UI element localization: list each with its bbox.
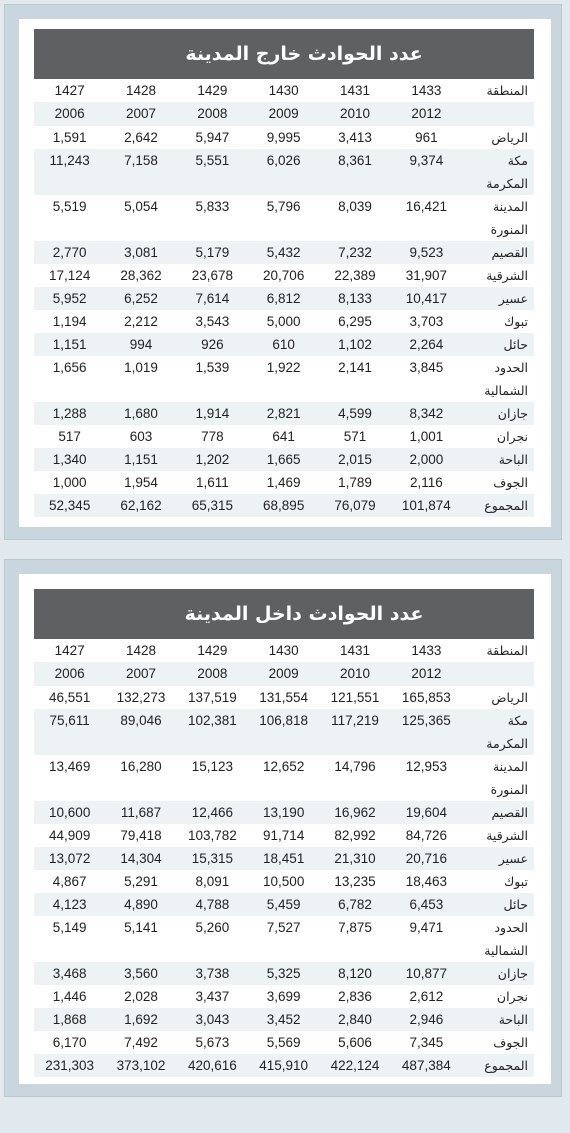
value-cell: 994 [105, 333, 176, 356]
value-cell: 1,692 [105, 1008, 176, 1031]
value-cell: 4,890 [105, 893, 176, 916]
value-cell: 131,554 [259, 690, 309, 705]
value-cell: 3,043 [177, 1008, 248, 1031]
value-cell: 5,606 [338, 1035, 372, 1050]
value-cell: 6,252 [105, 287, 176, 310]
region-name-cell: مكة المكرمة [462, 709, 534, 755]
value-cell: 5,432 [248, 241, 319, 264]
value-cell: 15,315 [177, 847, 248, 870]
table-row [34, 149, 534, 195]
value-cell: 2,642 [124, 130, 158, 145]
inside-city-table-block [34, 589, 534, 1077]
table-row [34, 195, 534, 241]
region-name-cell: المدينة المنورة [490, 199, 528, 237]
outside-city-panel [4, 4, 562, 540]
value-cell: 106,818 [248, 709, 319, 755]
value-cell: 121,551 [330, 690, 380, 705]
value-cell: 3,560 [105, 962, 176, 985]
header-row-gregorian [34, 662, 534, 686]
gregorian-year-cell: 2007 [105, 662, 176, 686]
inside-city-card [19, 574, 551, 1084]
header-row-gregorian [34, 102, 534, 126]
value-cell: 117,219 [319, 709, 390, 755]
region-name-cell: المدينة المنورة [490, 759, 528, 797]
value-cell: 4,788 [177, 893, 248, 916]
value-cell: 10,417 [391, 287, 462, 310]
gregorian-year-cell: 2008 [177, 662, 248, 686]
value-cell: 641 [272, 429, 295, 444]
value-cell: 65,315 [177, 494, 248, 517]
hijri-year-cell: 1433 [411, 83, 442, 98]
value-cell: 8,120 [319, 962, 390, 985]
value-cell: 10,500 [263, 874, 305, 889]
value-cell: 7,875 [338, 920, 372, 935]
value-cell: 13,469 [49, 759, 91, 774]
value-cell: 1,954 [124, 475, 158, 490]
region-name-cell: جازان [462, 962, 534, 985]
value-cell: 5,260 [195, 920, 230, 935]
value-cell: 1,591 [52, 130, 87, 145]
value-cell: 3,437 [195, 989, 230, 1004]
value-cell: 6,295 [338, 314, 372, 329]
table-row [34, 916, 534, 962]
header-row-hijri [34, 79, 534, 102]
value-cell: 926 [177, 333, 248, 356]
table-row [34, 264, 534, 287]
value-cell: 4,123 [34, 893, 105, 916]
value-cell: 91,714 [263, 828, 305, 843]
value-cell: 571 [343, 429, 367, 444]
gregorian-year-cell: 2010 [319, 662, 390, 686]
value-cell: 10,600 [34, 801, 105, 824]
table-row [34, 1054, 534, 1077]
gregorian-year-cell: 2006 [34, 102, 105, 126]
value-cell: 2,116 [409, 475, 443, 490]
value-cell: 1,151 [34, 333, 105, 356]
table-row [34, 847, 534, 870]
value-cell: 7,232 [319, 241, 390, 264]
table-row [34, 425, 534, 448]
table-row [34, 471, 534, 494]
table-row [34, 448, 534, 471]
region-name-cell: تبوك [503, 314, 528, 329]
outside-city-title: عدد الحوادث خارج المدينة [34, 29, 534, 79]
value-cell: 8,091 [195, 874, 230, 889]
value-cell: 5,952 [34, 287, 105, 310]
value-cell: 76,079 [319, 494, 390, 517]
value-cell: 125,365 [391, 709, 462, 755]
value-cell: 1,539 [195, 360, 230, 375]
hijri-year-cell: 1431 [339, 83, 371, 98]
value-cell: 6,026 [248, 149, 319, 195]
region-name-cell: الشرقية [486, 268, 528, 283]
value-cell: 8,342 [391, 402, 462, 425]
value-cell: 13,190 [248, 801, 319, 824]
table-row [34, 870, 534, 893]
value-cell: 1,019 [124, 360, 158, 375]
gregorian-year-cell: 2006 [34, 662, 105, 686]
value-cell: 11,243 [34, 149, 105, 195]
region-name-cell: الرياض [491, 130, 528, 145]
value-cell: 132,273 [116, 690, 166, 705]
value-cell: 2,770 [34, 241, 105, 264]
hijri-year-cell: 1427 [54, 643, 85, 658]
outside-city-table-block [34, 29, 534, 517]
table-row [34, 709, 534, 755]
value-cell: 231,303 [34, 1054, 105, 1077]
outside-city-card [19, 19, 551, 527]
value-cell: 18,463 [405, 874, 447, 889]
header-empty-cell [462, 102, 534, 126]
header-empty-cell [462, 662, 534, 686]
gregorian-year-cell: 2009 [248, 662, 319, 686]
region-name-cell: الباحة [462, 1008, 534, 1031]
value-cell: 52,345 [34, 494, 105, 517]
value-cell: 84,726 [405, 828, 447, 843]
table-row [34, 126, 534, 149]
region-name-cell: مكة المكرمة [462, 149, 534, 195]
value-cell: 7,492 [124, 1035, 158, 1050]
value-cell: 13,235 [334, 874, 376, 889]
header-region-label: المنطقة [486, 83, 528, 98]
value-cell: 2,000 [391, 448, 462, 471]
table-row [34, 755, 534, 801]
hijri-year-cell: 1428 [126, 83, 157, 98]
table-row [34, 893, 534, 916]
value-cell: 137,519 [187, 690, 237, 705]
value-cell: 1,446 [52, 989, 87, 1004]
value-cell: 1,000 [52, 475, 87, 490]
value-cell: 9,374 [391, 149, 462, 195]
table-row [34, 824, 534, 847]
hijri-year-cell: 1427 [54, 83, 85, 98]
region-name-cell: القصيم [462, 241, 534, 264]
value-cell: 415,910 [248, 1054, 319, 1077]
table-row [34, 241, 534, 264]
value-cell: 75,611 [34, 709, 105, 755]
value-cell: 7,158 [105, 149, 176, 195]
table-row [34, 402, 534, 425]
value-cell: 2,946 [391, 1008, 462, 1031]
value-cell: 11,687 [105, 801, 176, 824]
value-cell: 1,469 [266, 475, 301, 490]
gregorian-year-cell: 2009 [248, 102, 319, 126]
value-cell: 5,325 [248, 962, 319, 985]
value-cell: 2,212 [124, 314, 158, 329]
value-cell: 1,151 [105, 448, 176, 471]
value-cell: 3,845 [409, 360, 444, 375]
table-row [34, 962, 534, 985]
value-cell: 7,345 [409, 1035, 444, 1050]
hijri-year-cell: 1430 [268, 83, 299, 98]
value-cell: 82,992 [334, 828, 376, 843]
inside-city-table [34, 639, 534, 1077]
value-cell: 5,291 [124, 874, 158, 889]
value-cell: 1,102 [319, 333, 390, 356]
value-cell: 5,054 [124, 199, 158, 214]
region-name-cell: جازان [462, 402, 534, 425]
region-name-cell: عسير [462, 847, 534, 870]
hijri-year-cell: 1429 [197, 643, 228, 658]
value-cell: 6,453 [391, 893, 462, 916]
value-cell: 6,170 [52, 1035, 87, 1050]
hijri-year-cell: 1429 [197, 83, 228, 98]
region-name-cell: المجموع [462, 1054, 534, 1077]
value-cell: 12,953 [405, 759, 447, 774]
value-cell: 5,569 [266, 1035, 301, 1050]
value-cell: 1,868 [34, 1008, 105, 1031]
value-cell: 1,789 [338, 475, 372, 490]
value-cell: 4,599 [319, 402, 390, 425]
region-name-cell: المجموع [462, 494, 534, 517]
value-cell: 22,389 [334, 268, 376, 283]
value-cell: 165,853 [401, 690, 451, 705]
value-cell: 20,706 [263, 268, 305, 283]
value-cell: 603 [129, 429, 153, 444]
value-cell: 21,310 [319, 847, 390, 870]
value-cell: 4,867 [52, 874, 87, 889]
value-cell: 3,543 [195, 314, 230, 329]
value-cell: 68,895 [248, 494, 319, 517]
value-cell: 5,796 [266, 199, 301, 214]
gregorian-year-cell: 2007 [105, 102, 176, 126]
value-cell: 3,413 [338, 130, 372, 145]
value-cell: 79,418 [120, 828, 162, 843]
value-cell: 103,782 [187, 828, 237, 843]
value-cell: 2,821 [248, 402, 319, 425]
value-cell: 5,551 [177, 149, 248, 195]
table-row [34, 356, 534, 402]
value-cell: 7,527 [266, 920, 301, 935]
value-cell: 17,124 [49, 268, 91, 283]
value-cell: 1,656 [52, 360, 87, 375]
table-row [34, 985, 534, 1008]
header-region-label: المنطقة [486, 643, 528, 658]
value-cell: 3,081 [105, 241, 176, 264]
region-name-cell: الجوف [493, 475, 528, 490]
table-row [34, 287, 534, 310]
value-cell: 46,551 [49, 690, 91, 705]
region-name-cell: تبوك [503, 874, 528, 889]
value-cell: 9,471 [409, 920, 444, 935]
value-cell: 5,673 [195, 1035, 230, 1050]
table-row [34, 1008, 534, 1031]
value-cell: 5,000 [266, 314, 301, 329]
outside-city-table [34, 79, 534, 517]
region-name-cell: الحدود الشمالية [484, 920, 528, 958]
region-name-cell: الباحة [462, 448, 534, 471]
value-cell: 20,716 [391, 847, 462, 870]
value-cell: 2,836 [338, 989, 372, 1004]
table-row [34, 310, 534, 333]
table-row [34, 494, 534, 517]
gregorian-year-cell: 2010 [319, 102, 390, 126]
value-cell: 2,141 [338, 360, 372, 375]
value-cell: 8,039 [338, 199, 372, 214]
table-row [34, 801, 534, 824]
table-row [34, 1031, 534, 1054]
value-cell: 1,922 [266, 360, 301, 375]
value-cell: 5,947 [195, 130, 230, 145]
value-cell: 610 [248, 333, 319, 356]
value-cell: 6,812 [248, 287, 319, 310]
value-cell: 102,381 [177, 709, 248, 755]
value-cell: 778 [201, 429, 224, 444]
gregorian-year-cell: 2008 [177, 102, 248, 126]
value-cell: 101,874 [391, 494, 462, 517]
region-name-cell: الرياض [491, 690, 528, 705]
header-row-hijri [34, 639, 534, 662]
value-cell: 14,796 [334, 759, 376, 774]
value-cell: 44,909 [49, 828, 91, 843]
value-cell: 16,421 [405, 199, 447, 214]
region-name-cell: الشرقية [486, 828, 528, 843]
region-name-cell: نجران [496, 429, 528, 444]
hijri-year-cell: 1433 [411, 643, 442, 658]
value-cell: 31,907 [405, 268, 447, 283]
region-name-cell: القصيم [462, 801, 534, 824]
value-cell: 1,194 [52, 314, 87, 329]
value-cell: 16,280 [120, 759, 162, 774]
inside-city-title: عدد الحوادث داخل المدينة [34, 589, 534, 639]
value-cell: 2,264 [391, 333, 462, 356]
value-cell: 18,451 [248, 847, 319, 870]
value-cell: 2,612 [409, 989, 444, 1004]
value-cell: 5,833 [195, 199, 230, 214]
value-cell: 422,124 [319, 1054, 390, 1077]
value-cell: 5,141 [124, 920, 158, 935]
region-name-cell: نجران [496, 989, 528, 1004]
value-cell: 373,102 [105, 1054, 176, 1077]
value-cell: 3,738 [177, 962, 248, 985]
value-cell: 1,611 [195, 475, 229, 490]
value-cell: 12,466 [177, 801, 248, 824]
inside-city-panel [4, 559, 562, 1097]
value-cell: 420,616 [177, 1054, 248, 1077]
value-cell: 3,468 [34, 962, 105, 985]
value-cell: 5,459 [248, 893, 319, 916]
value-cell: 15,123 [191, 759, 233, 774]
value-cell: 1,914 [177, 402, 248, 425]
value-cell: 9,995 [266, 130, 301, 145]
region-name-cell: الجوف [493, 1035, 528, 1050]
value-cell: 12,652 [263, 759, 305, 774]
value-cell: 16,962 [319, 801, 390, 824]
value-cell: 2,840 [319, 1008, 390, 1031]
value-cell: 14,304 [105, 847, 176, 870]
hijri-year-cell: 1430 [268, 643, 299, 658]
value-cell: 2,015 [319, 448, 390, 471]
hijri-year-cell: 1431 [339, 643, 371, 658]
value-cell: 2,028 [124, 989, 158, 1004]
value-cell: 62,162 [105, 494, 176, 517]
region-name-cell: عسير [462, 287, 534, 310]
value-cell: 28,362 [120, 268, 162, 283]
region-name-cell: حائل [462, 333, 534, 356]
table-row [34, 686, 534, 709]
hijri-year-cell: 1428 [126, 643, 157, 658]
value-cell: 1,680 [105, 402, 176, 425]
value-cell: 517 [58, 429, 81, 444]
value-cell: 3,699 [266, 989, 301, 1004]
value-cell: 1,340 [34, 448, 105, 471]
value-cell: 5,179 [177, 241, 248, 264]
value-cell: 7,614 [177, 287, 248, 310]
value-cell: 10,877 [391, 962, 462, 985]
value-cell: 5,519 [52, 199, 87, 214]
value-cell: 8,133 [319, 287, 390, 310]
value-cell: 89,046 [105, 709, 176, 755]
region-name-cell: حائل [462, 893, 534, 916]
region-name-cell: الحدود الشمالية [484, 360, 528, 398]
value-cell: 23,678 [191, 268, 233, 283]
value-cell: 19,604 [391, 801, 462, 824]
value-cell: 3,452 [248, 1008, 319, 1031]
value-cell: 9,523 [391, 241, 462, 264]
value-cell: 3,703 [409, 314, 444, 329]
value-cell: 5,149 [52, 920, 87, 935]
gregorian-year-cell: 2012 [391, 102, 462, 126]
value-cell: 6,782 [319, 893, 390, 916]
value-cell: 13,072 [34, 847, 105, 870]
value-cell: 961 [415, 130, 438, 145]
value-cell: 487,384 [391, 1054, 462, 1077]
value-cell: 1,001 [409, 429, 444, 444]
value-cell: 1,288 [34, 402, 105, 425]
table-row [34, 333, 534, 356]
value-cell: 8,361 [319, 149, 390, 195]
value-cell: 1,665 [248, 448, 319, 471]
gregorian-year-cell: 2012 [391, 662, 462, 686]
value-cell: 1,202 [177, 448, 248, 471]
